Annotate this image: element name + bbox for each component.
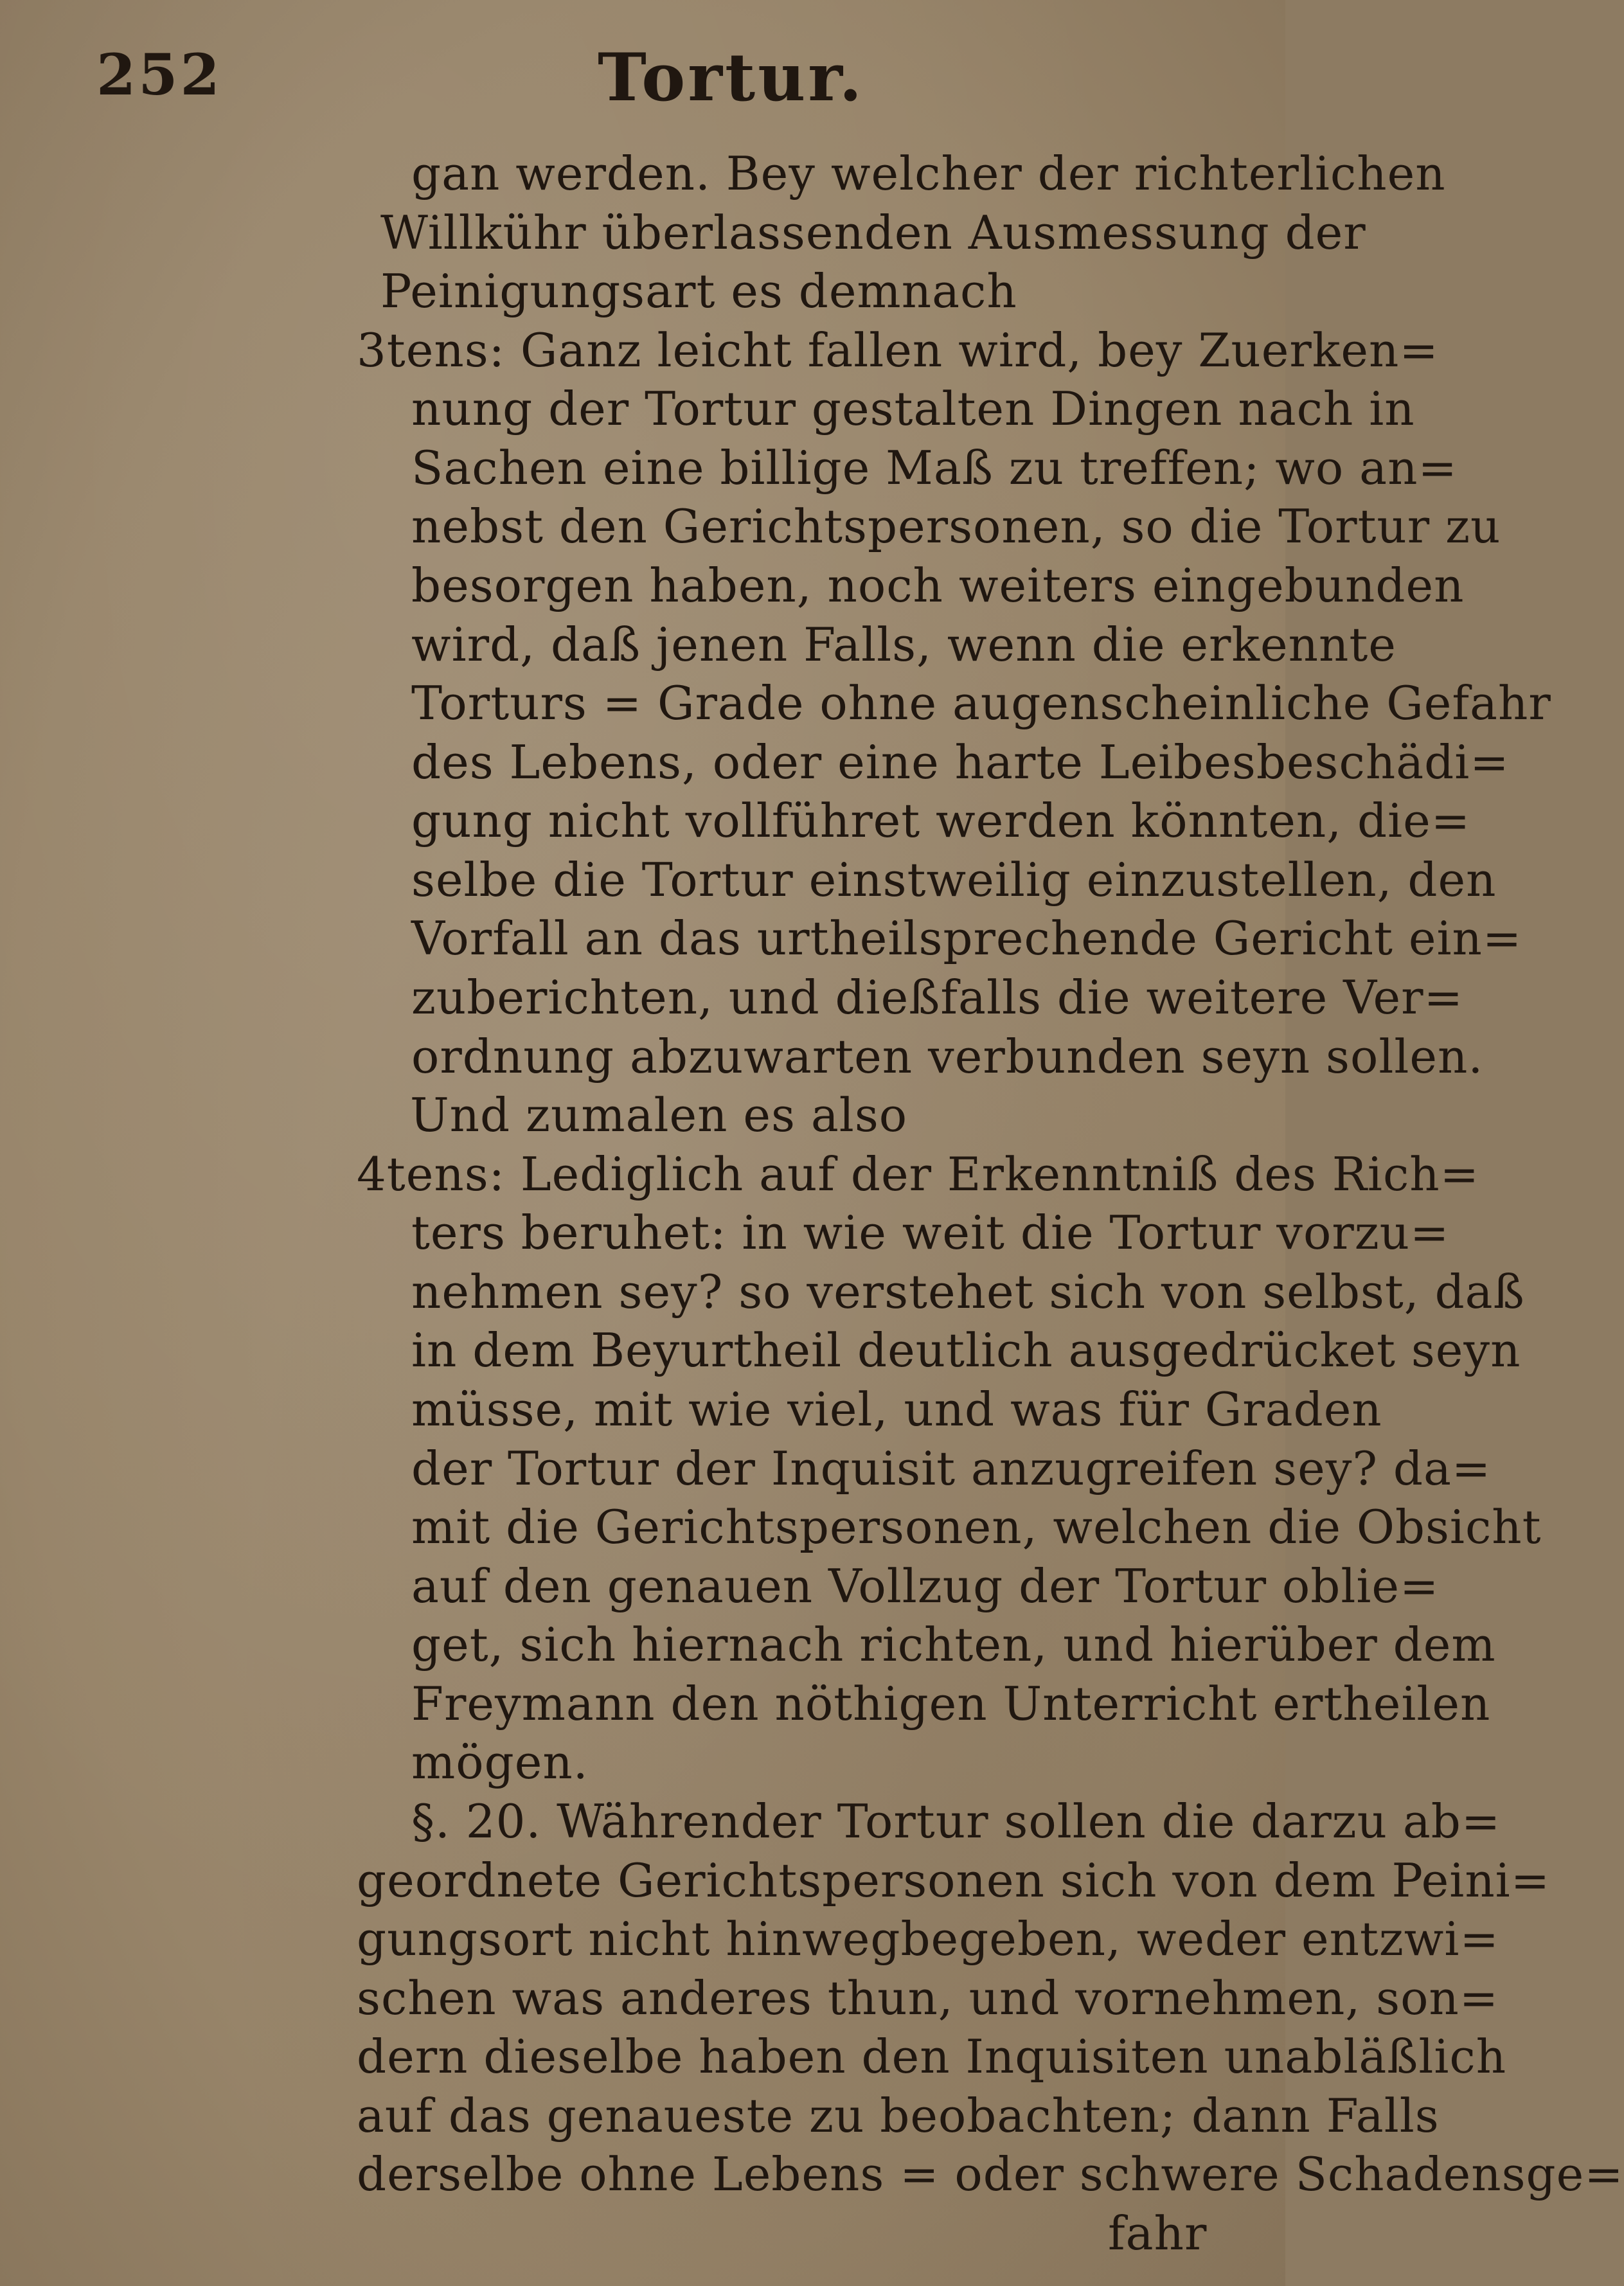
- text-line: §. 20. Währender Tortur sollen die darzu ab=: [411, 1794, 1501, 1848]
- text-line: des Lebens, oder eine harte Leibesbeschädi=: [411, 735, 1510, 789]
- text-line: selbe die Tortur einstweilig einzustellen, den: [411, 853, 1497, 907]
- text-line: geordnete Gerichtspersonen sich von dem Peini=: [357, 1853, 1551, 1907]
- text-line: Torturs = Grade ohne augenscheinliche Gefahr: [411, 676, 1551, 730]
- text-line: derselbe ohne Lebens = oder schwere Schadensge=: [357, 2147, 1624, 2201]
- text-line: Und zumalen es also: [410, 1088, 908, 1142]
- text-line: Sachen eine billige Maß zu treffen; wo an=: [411, 441, 1458, 495]
- text-line: ordnung abzuwarten verbunden seyn sollen.: [411, 1030, 1484, 1084]
- text-line: get, sich hiernach richten, und hierüber dem: [411, 1618, 1496, 1672]
- text-line: besorgen haben, noch weiters eingebunden: [411, 558, 1465, 612]
- text-line: in dem Beyurtheil deutlich ausgedrücket seyn: [411, 1323, 1521, 1377]
- running-head: Tortur.: [598, 39, 865, 116]
- text-line: nung der Tortur gestalten Dingen nach in: [411, 382, 1415, 436]
- text-line: auf das genaueste zu beobachten; dann Falls: [357, 2089, 1440, 2143]
- text-line: müsse, mit wie viel, und was für Graden: [411, 1382, 1382, 1436]
- catchword: fahr: [1108, 2206, 1208, 2260]
- text-line: nebst den Gerichtspersonen, so die Tortur zu: [411, 499, 1501, 553]
- text-line: gung nicht vollführet werden könnten, die=: [411, 794, 1471, 848]
- text-line: auf den genauen Vollzug der Tortur oblie=: [411, 1559, 1440, 1613]
- text-line: gungsort nicht hinwegbegeben, weder entzwi=: [357, 1912, 1499, 1966]
- text-line: zuberichten, und dießfalls die weitere Ver=: [411, 970, 1463, 1024]
- text-line: Vorfall an das urtheilsprechende Gericht ein=: [411, 911, 1522, 965]
- text-line: Peinigungsart es demnach: [380, 264, 1017, 318]
- text-line: mögen.: [411, 1735, 589, 1789]
- text-line: gan werden. Bey welcher der richterlichen: [411, 147, 1446, 201]
- text-line: nehmen sey? so verstehet sich von selbst, daß: [411, 1265, 1525, 1319]
- text-line: mit die Gerichtspersonen, welchen die Obsicht: [411, 1500, 1542, 1554]
- text-line: der Tortur der Inquisit anzugreifen sey? da=: [411, 1442, 1492, 1496]
- text-line: schen was anderes thun, und vornehmen, son=: [357, 1971, 1499, 2025]
- page-number: 252: [96, 41, 222, 108]
- text-line: Freymann den nöthigen Unterricht ertheilen: [411, 1677, 1491, 1731]
- text-line: 3tens: Ganz leicht fallen wird, bey Zuerken=: [357, 323, 1439, 377]
- text-line: Willkühr überlassenden Ausmessung der: [380, 206, 1366, 260]
- text-line: 4tens: Lediglich auf der Erkenntniß des Rich=: [357, 1147, 1479, 1201]
- text-line: ters beruhet: in wie weit die Tortur vorzu=: [411, 1206, 1450, 1260]
- text-line: dern dieselbe haben den Inquisiten unabläßlich: [357, 2030, 1507, 2084]
- text-line: wird, daß jenen Falls, wenn die erkennte: [411, 618, 1396, 672]
